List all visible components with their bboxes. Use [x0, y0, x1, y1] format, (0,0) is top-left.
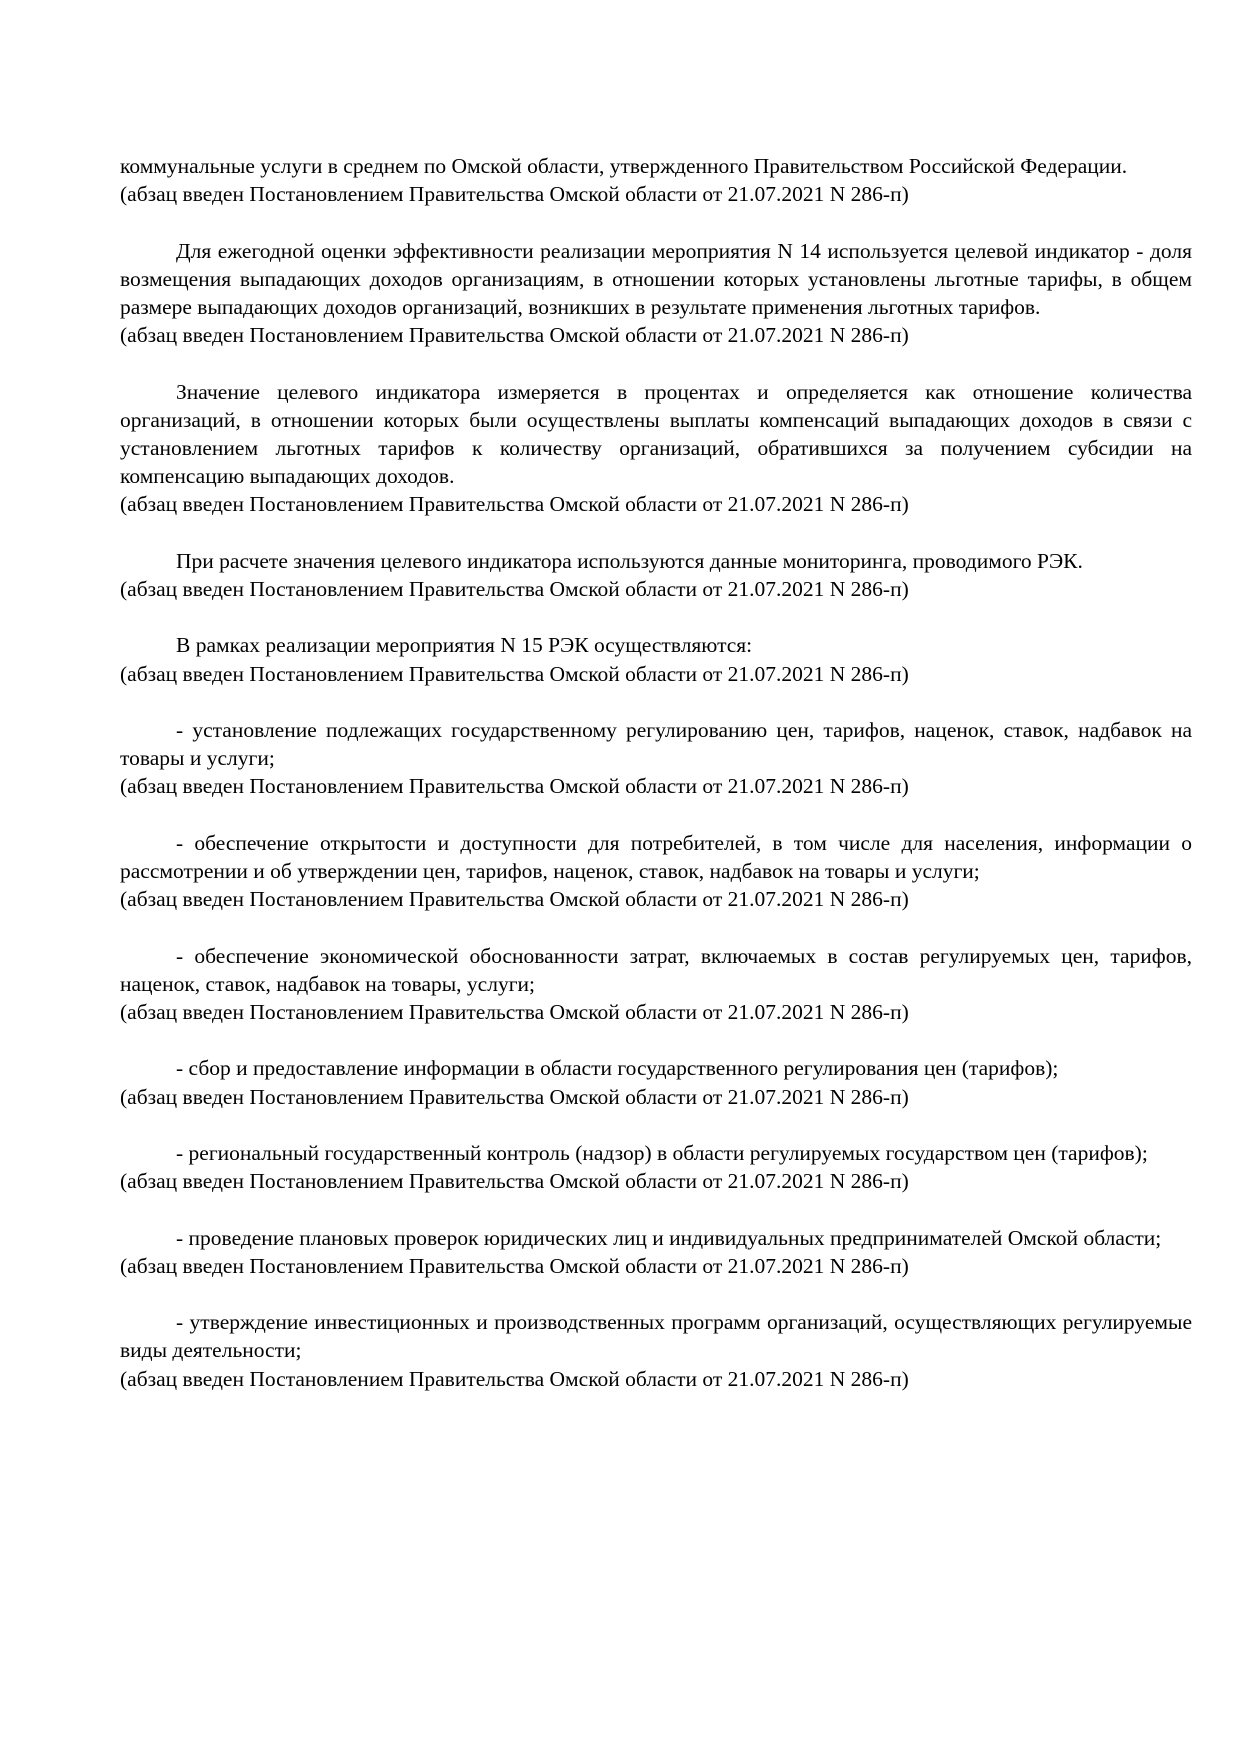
amendment-note: (абзац введен Постановлением Правительства Омской области от 21.07.2021 N 286-п)	[120, 887, 909, 912]
paragraph: - установление подлежащих государственному регулированию цен, тарифов, наценок, ставок, надбавок на товары и услуги;	[120, 717, 1192, 771]
paragraph: коммунальные услуги в среднем по Омской области, утвержденного Правительством Российской Федерации.	[120, 154, 1128, 178]
amendment-note: (абзац введен Постановлением Правительства Омской области от 21.07.2021 N 286-п)	[120, 1084, 909, 1109]
document-page	[120, 152, 1192, 1421]
amendment-note: (абзац введен Постановлением Правительства Омской области от 21.07.2021 N 286-п)	[120, 661, 909, 686]
paragraph: Значение целевого индикатора измеряется в процентах и определяется как отношение количества организаций, в отношении которых были осуществлены выплаты компенсаций выпадающих доходов в связи с установлением льготных тарифов к количеству организаций, обратившихся за получением субсидии на компенсацию выпадающих доходов.	[120, 379, 1192, 489]
paragraph: - проведение плановых проверок юридических лиц и индивидуальных предпринимателей Омской области;	[176, 1225, 1162, 1250]
amendment-note: (абзац введен Постановлением Правительства Омской области от 21.07.2021 N 286-п)	[120, 999, 909, 1024]
paragraph: - утверждение инвестиционных и производственных программ организаций, осуществляющих регулируемые виды деятельности;	[120, 1310, 1192, 1363]
paragraph: Для ежегодной оценки эффективности реализации мероприятия N 14 используется целевой индикатор - доля возмещения выпадающих доходов организациям, в отношении которых установлены льготные тарифы, в общем размере выпадающих доходов организаций, возникших в результате применения льготных тарифов.	[120, 238, 1192, 319]
amendment-note: (абзац введен Постановлением Правительства Омской области от 21.07.2021 N 286-п)	[120, 1169, 909, 1194]
amendment-note: (абзац введен Постановлением Правительства Омской области от 21.07.2021 N 286-п)	[120, 1366, 909, 1391]
paragraph: - региональный государственный контроль (надзор) в области регулируемых государством цен (тарифов);	[176, 1140, 1148, 1165]
amendment-note: (абзац введен Постановлением Правительства Омской области от 21.07.2021 N 286-п)	[120, 774, 909, 799]
amendment-note: (абзац введен Постановлением Правительства Омской области от 21.07.2021 N 286-п)	[120, 577, 909, 601]
paragraph: - обеспечение экономической обоснованности затрат, включаемых в состав регулируемых цен, тарифов, наценок, ставок, надбавок на товары, услуги;	[120, 943, 1192, 996]
paragraph: - сбор и предоставление информации в области государственного регулирования цен (тарифов);	[176, 1056, 1059, 1081]
paragraph: - обеспечение открытости и доступности для потребителей, в том числе для населения, информации о рассмотрении и об утверждении цен, тарифов, наценок, ставок, надбавок на товары и услуги;	[120, 830, 1192, 883]
paragraph: В рамках реализации мероприятия N 15 РЭК осуществляются:	[176, 633, 753, 658]
amendment-note: (абзац введен Постановлением Правительства Омской области от 21.07.2021 N 286-п)	[120, 1253, 909, 1278]
amendment-note: (абзац введен Постановлением Правительства Омской области от 21.07.2021 N 286-п)	[120, 323, 909, 348]
amendment-note: (абзац введен Постановлением Правительства Омской области от 21.07.2021 N 286-п)	[120, 492, 909, 517]
amendment-note: (абзац введен Постановлением Правительства Омской области от 21.07.2021 N 286-п)	[120, 182, 909, 207]
paragraph: При расчете значения целевого индикатора используются данные мониторинга, проводимого РЭК.	[176, 548, 1083, 573]
